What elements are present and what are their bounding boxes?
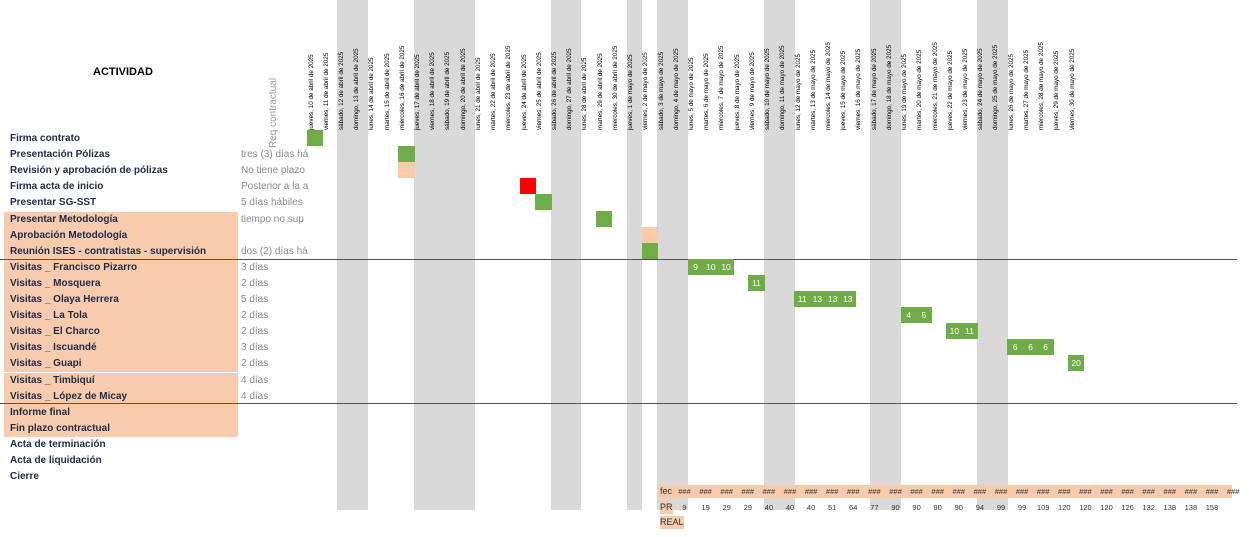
requirement-label: 3 días [241,342,269,354]
fec-value: ### [1015,487,1029,496]
requirement-label: 2 días [241,358,269,370]
activity-label: Presentación Pólizas [10,149,111,161]
pr-value: 120 [1079,503,1092,512]
date-header: martes, 6 de mayo de 2025 [703,53,711,130]
requirement-label [241,453,309,469]
date-header: domingo, 4 de mayo de 2025 [672,48,680,130]
pr-value: 120 [1058,503,1071,512]
date-header: miércoles, 23 de abril de 2025 [505,45,513,130]
requirement-label: dos (2) días há [241,245,308,257]
date-header: domingo, 13 de abril de 2025 [353,48,361,130]
fec-value: ### [804,487,818,496]
fec-value: ### [1036,487,1050,496]
pr-value: 138 [1163,503,1177,512]
pr-value: 40 [806,503,816,512]
activity-label: Visitas _ El Charco [10,326,100,338]
schedule-cell[interactable]: 20 [1068,355,1084,371]
real-label: REAL [660,517,684,527]
schedule-cell[interactable] [642,227,658,243]
pr-value: 90 [933,503,942,512]
schedule-cell[interactable]: 10 [718,259,734,275]
fec-value: ### [1100,487,1113,496]
activity-label: Visitas _ López de Micay [10,390,128,402]
section-divider [0,259,1237,260]
pr-value: 40 [764,503,774,512]
fec-value: ### [783,487,797,496]
requirement-label [241,469,309,485]
date-header: jueves, 29 de mayo de 2025 [1053,50,1061,130]
date-header: martes, 27 de mayo de 2025 [1022,49,1030,130]
date-header: domingo, 18 de mayo de 2025 [885,44,893,130]
date-header: sábado, 12 de abril de 2025 [337,51,345,130]
schedule-cell[interactable]: 5 [916,307,932,323]
date-header: miércoles, 21 de mayo de 2025 [931,42,939,130]
date-header: martes, 29 de abril de 2025 [596,53,604,130]
activity-label: Aprobación Metodología [10,229,128,241]
schedule-cell[interactable]: 9 [688,259,704,275]
schedule-cell[interactable]: 6 [1022,339,1038,355]
date-header: jueves, 8 de mayo de 2025 [733,54,741,130]
activity-label: Visitas _ Guapi [10,358,82,370]
fec-value: ### [1058,487,1071,496]
date-header: jueves, 22 de mayo de 2025 [946,50,954,130]
activity-label: Acta de liquidación [10,455,102,466]
pr-value: 120 [1100,503,1113,512]
date-header: viernes, 23 de mayo de 2025 [961,48,969,130]
date-header: lunes, 5 de mayo de 2025 [688,57,695,130]
date-header: sábado, 10 de mayo de 2025 [764,48,772,130]
activity-label: Visitas _ La Tola [10,310,88,322]
schedule-cell[interactable]: 6 [1038,339,1054,355]
activity-label: Firma acta de inicio [10,181,104,193]
pr-value: 138 [1184,503,1198,512]
pr-value: 99 [1017,503,1027,512]
requirement-label: tiempo no sup [241,213,304,225]
pr-value: 40 [785,503,795,512]
fec-value: ### [1163,487,1177,496]
pr-value: 132 [1142,503,1155,512]
fec-value: ### [720,487,733,496]
schedule-cell[interactable] [535,194,551,210]
pr-value: 77 [870,503,879,512]
pr-value: 109 [1036,503,1050,512]
date-header: jueves, 1 de mayo de 2025 [627,54,635,130]
fec-value: ### [699,487,712,496]
date-header: domingo, 20 de abril de 2025 [459,48,467,130]
requirement-label: 4 días [241,390,269,402]
pr-value: 99 [996,503,1006,512]
requirement-label: tres (3) días há [241,149,309,161]
requirement-label [241,421,309,437]
fec-value: ### [825,487,839,496]
date-header: martes, 22 de abril de 2025 [490,53,498,130]
requirement-label: 2 días [241,310,269,322]
fec-value: ### [1184,487,1198,496]
pr-value: 29 [722,503,731,512]
date-header: lunes, 19 de mayo de 2025 [901,54,909,130]
date-header: miércoles, 30 de abril de 2025 [611,45,619,130]
requirement-label: 2 días [241,326,269,338]
pr-value: 94 [975,503,985,512]
requirement-label: 2 días [241,277,269,289]
date-header: miércoles, 14 de mayo de 2025 [824,42,832,130]
requirement-label: 3 días [241,261,269,273]
date-header: domingo, 25 de mayo de 2025 [992,44,1000,130]
date-header: jueves, 10 de abril de 2025 [307,54,315,130]
activity-label: Visitas _ Francisco Pizarro [10,261,138,273]
date-header: viernes, 25 de abril de 2025 [535,52,543,130]
date-header: viernes, 18 de abril de 2025 [429,52,437,130]
pr-value: 158 [1205,503,1219,512]
schedule-cell[interactable] [642,243,658,259]
date-header: jueves, 17 de abril de 2025 [414,54,422,130]
date-header: lunes, 21 de abril de 2025 [474,57,482,130]
activity-label: Visitas _ Timbiquí [10,374,95,386]
schedule-cell[interactable] [520,178,536,194]
pr-value: 90 [912,503,921,512]
date-header: viernes, 9 de mayo de 2025 [748,52,756,130]
activity-label: Visitas _ Mosquera [10,277,101,289]
schedule-cell[interactable]: 13 [809,291,825,307]
fec-value: ### [868,487,881,496]
pr-value: 64 [849,503,858,512]
date-header: sábado, 17 de mayo de 2025 [870,48,878,130]
date-header: miércoles, 28 de mayo de 2025 [1038,42,1046,130]
requirement-label [241,437,309,453]
fec-value: ### [889,487,902,496]
schedule-cell[interactable]: 11 [748,275,764,291]
fec-value: ### [762,487,776,496]
fec-value: ### [973,487,987,496]
fec-value: ### [678,487,691,496]
section-divider [0,403,1237,404]
pr-value: 90 [891,503,900,512]
schedule-cell[interactable] [307,130,323,146]
fec-value: ### [952,487,966,496]
date-header: miércoles, 7 de mayo de 2025 [718,45,726,130]
date-header: martes, 13 de mayo de 2025 [809,49,817,130]
date-header: domingo, 11 de mayo de 2025 [779,45,787,130]
pr-value: 126 [1121,503,1134,512]
activity-label: Firma contrato [10,133,81,144]
fec-label: fec [660,486,673,496]
requirement-label: 5 días [241,294,269,305]
date-header: lunes, 14 de abril de 2025 [368,57,376,130]
schedule-cell[interactable]: 11 [961,323,977,339]
date-header: viernes, 2 de mayo de 2025 [642,52,650,130]
requirement-label: Posterior a la a [241,181,309,193]
requirement-label: 4 días [241,374,269,386]
pr-value: 90 [954,503,963,512]
schedule-cell[interactable]: 13 [824,291,840,307]
date-header: sábado, 19 de abril de 2025 [444,51,452,130]
activity-header: ACTIVIDAD [93,66,153,78]
date-header: miércoles, 16 de abril de 2025 [398,45,406,130]
schedule-cell[interactable]: 13 [840,291,856,307]
date-header: sábado, 3 de mayo de 2025 [657,51,665,130]
fec-value: ### [1205,487,1219,496]
activity-label: Visitas _ Olaya Herrera [10,294,119,305]
pr-value: 9 [682,503,687,512]
requirement-label: No tiene plazo [241,165,305,177]
requirement-header: Req contractual [268,77,279,148]
activity-label: Fin plazo contractual [10,422,111,434]
requirement-label [241,405,309,421]
pr-value: 29 [743,503,752,512]
date-header: domingo, 27 de abril de 2025 [566,48,574,130]
date-header: martes, 20 de mayo de 2025 [916,49,924,130]
schedule-cell[interactable] [398,146,414,162]
activity-label: Presentar Metodología [10,213,118,225]
date-header: jueves, 15 de mayo de 2025 [840,50,848,130]
fec-value: ### [1079,487,1092,496]
activity-label: Acta de terminación [10,438,106,450]
fec-value: ### [741,487,755,496]
requirement-label [241,228,309,244]
pr-label: PR [660,502,673,512]
activity-label: Cierre [10,471,39,483]
requirement-label: 5 días hábiles [241,197,303,209]
schedule-cell[interactable] [398,162,414,178]
date-header: sábado, 26 de abril de 2025 [551,51,559,130]
date-header: lunes, 12 de mayo de 2025 [794,54,802,130]
schedule-cell[interactable] [596,211,612,227]
fec-value: ### [1226,487,1240,496]
activity-label: Reunión ISES - contratistas - supervisión [10,245,207,257]
date-header: jueves, 24 de abril de 2025 [520,54,528,130]
fec-value: ### [931,487,944,496]
date-header: viernes, 30 de mayo de 2025 [1068,48,1076,130]
date-header: viernes, 11 de abril de 2025 [322,52,330,130]
fec-value: ### [1121,487,1134,496]
schedule-cell[interactable]: 4 [901,307,917,323]
date-header: martes, 15 de abril de 2025 [383,53,391,130]
activity-label: Informe final [10,406,71,418]
activity-label: Revisión y aprobación de pólizas [10,165,168,177]
fec-value: ### [1142,487,1155,496]
activity-label: Presentar SG-SST [10,197,97,209]
fec-value: ### [847,487,860,496]
fec-value: ### [994,487,1008,496]
fec-value: ### [910,487,923,496]
pr-value: 19 [701,503,710,512]
date-header: viernes, 16 de mayo de 2025 [855,48,863,130]
date-header: lunes, 28 de abril de 2025 [581,57,589,130]
schedule-cell[interactable]: 6 [1007,339,1023,355]
date-header: sábado, 24 de mayo de 2025 [977,48,985,130]
activity-label: Visitas _ Iscuandé [10,342,97,354]
date-header: lunes, 26 de mayo de 2025 [1007,54,1015,130]
schedule-cell[interactable]: 11 [794,291,810,307]
schedule-cell[interactable]: 10 [703,259,719,275]
schedule-cell[interactable]: 10 [946,323,962,339]
pr-value: 51 [828,503,837,512]
